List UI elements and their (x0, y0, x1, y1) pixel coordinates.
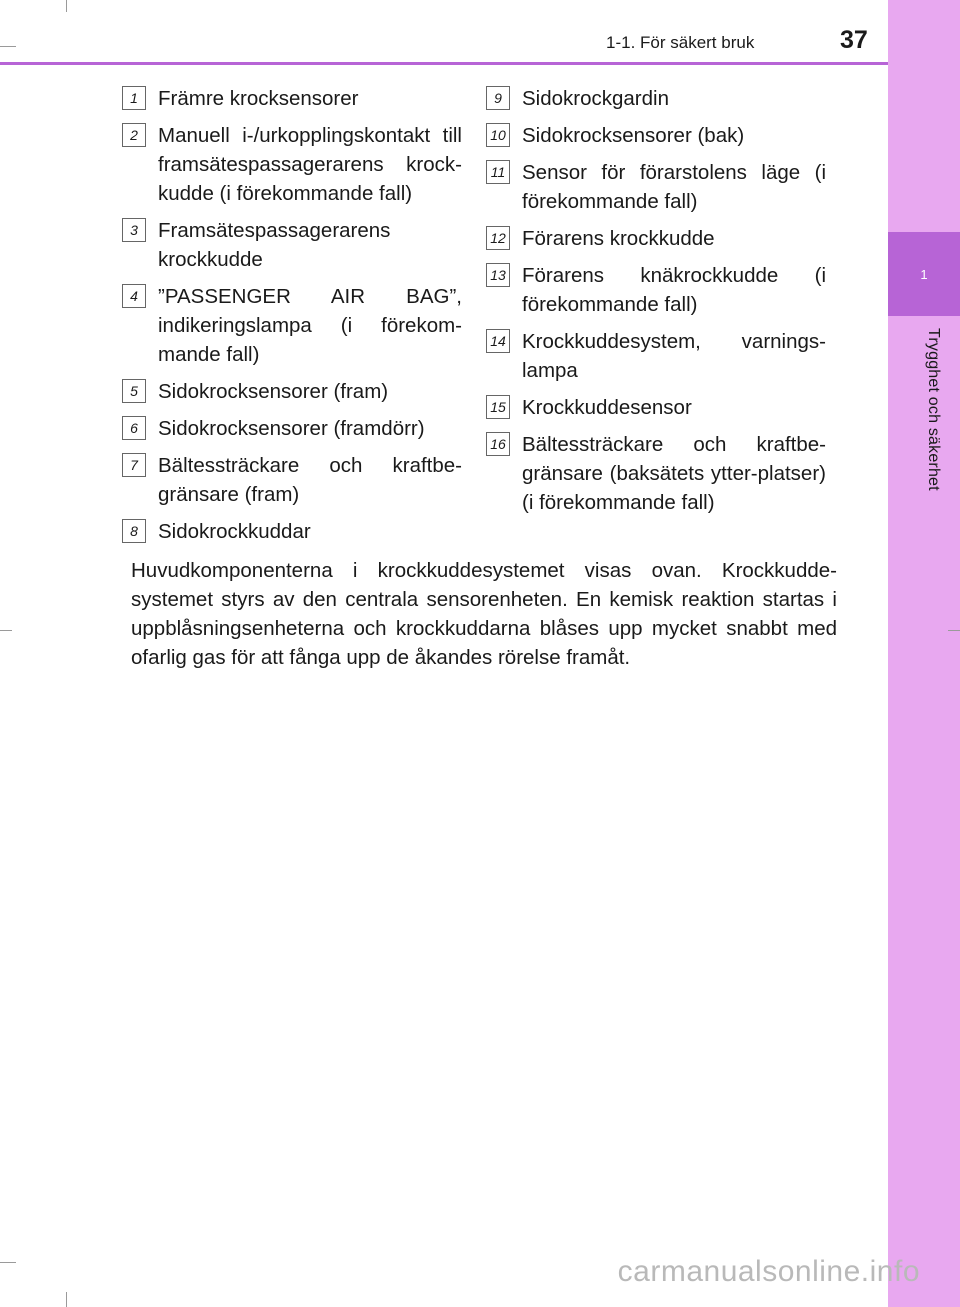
legend-text: Förarens krockkudde (522, 227, 715, 250)
legend-text: Sidokrocksensorer (bak) (522, 124, 745, 147)
crop-mark (0, 1262, 16, 1263)
legend-text: Sidokrockgardin (522, 87, 669, 110)
crop-mark (0, 630, 12, 631)
legend-left-column (122, 84, 462, 554)
legend-text: Sensor för förarstolens läge (i förekommande fall) (522, 161, 826, 213)
legend-text: Förarens knäkrockkudde (i förekommande fall) (522, 264, 826, 316)
callout-number: 9 (486, 86, 510, 110)
legend-item (486, 327, 826, 385)
crop-mark (0, 46, 16, 47)
legend-text: Sidokrockkuddar (158, 520, 311, 543)
chapter-number: 1 (888, 232, 960, 316)
legend-text: Sidokrocksensorer (framdörr) (158, 417, 425, 440)
legend-item (122, 121, 462, 208)
legend-item (122, 377, 462, 406)
header-rule (0, 62, 888, 65)
page-number: 37 (840, 26, 868, 54)
legend-text: Främre krocksensorer (158, 87, 359, 110)
legend-item (122, 84, 462, 113)
callout-number: 10 (486, 123, 510, 147)
callout-number: 2 (122, 123, 146, 147)
legend-text: Framsätespassagerarens krockkudde (158, 219, 391, 271)
body-paragraph: Huvudkomponenterna i krockkuddesystemet visas ovan. Krockkudde-systemet styrs av den centrala sensorenheten. En kemisk reaktion startas i uppblåsningsenheterna och krockkuddarna blåses upp mycket snabbt med ofarlig gas för att fånga upp de åkandes rörelse framåt. (131, 559, 837, 669)
crop-mark (948, 630, 960, 631)
watermark: carmanualsonline.info (617, 1255, 920, 1288)
legend-text: Sidokrocksensorer (fram) (158, 380, 389, 403)
legend-item (486, 121, 826, 150)
callout-number: 13 (486, 263, 510, 287)
crop-mark (66, 0, 67, 12)
crop-mark (66, 1292, 67, 1307)
legend-text: ”PASSENGER AIR BAG”, indikeringslampa (i förekom-mande fall) (158, 285, 462, 366)
callout-number: 15 (486, 395, 510, 419)
callout-number: 8 (122, 519, 146, 543)
legend-text: Manuell i-/urkopplingskontakt till framsätespassagerarens krock-kudde (i förekommande fall) (158, 124, 462, 205)
legend-item (486, 84, 826, 113)
chapter-side-tab (888, 0, 960, 1307)
callout-number: 1 (122, 86, 146, 110)
callout-number: 3 (122, 218, 146, 242)
legend-text: Krockkuddesystem, varnings-lampa (522, 330, 826, 382)
legend-item (486, 430, 826, 517)
legend-item (122, 216, 462, 274)
chapter-title: Trygghet och säkerhet (925, 328, 942, 491)
legend-item (122, 517, 462, 546)
callout-number: 16 (486, 432, 510, 456)
callout-number: 7 (122, 453, 146, 477)
legend-right-column (486, 84, 826, 525)
legend-item (486, 261, 826, 319)
legend-item (486, 393, 826, 422)
callout-number: 4 (122, 284, 146, 308)
legend-text: Krockkuddesensor (522, 396, 692, 419)
legend-text: Bältessträckare och kraftbe-gränsare (fram) (158, 454, 462, 506)
legend-item (486, 158, 826, 216)
legend-item (486, 224, 826, 253)
legend-item (122, 451, 462, 509)
legend-item (122, 282, 462, 369)
callout-number: 12 (486, 226, 510, 250)
legend-item (122, 414, 462, 443)
callout-number: 6 (122, 416, 146, 440)
callout-number: 14 (486, 329, 510, 353)
callout-number: 11 (486, 160, 510, 184)
callout-number: 5 (122, 379, 146, 403)
section-title: 1-1. För säkert bruk (606, 33, 755, 52)
legend-text: Bältessträckare och kraftbe-gränsare (baksätets ytter-platser) (i förekommande fall) (522, 433, 826, 514)
